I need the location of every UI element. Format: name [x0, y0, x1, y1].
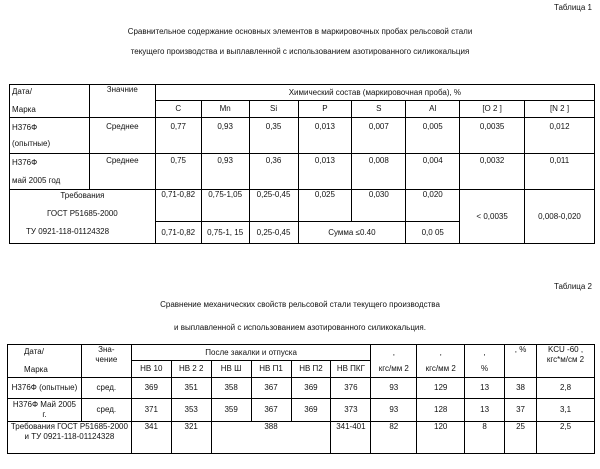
- t1-req-label: Требования ГОСТ Р51685-2000: [10, 190, 156, 222]
- t1-cell: 0,0032: [460, 154, 525, 190]
- t1-cell: 0,93: [201, 154, 249, 190]
- t2-req-c1: 82: [371, 422, 417, 454]
- t1-row1-value: Среднее: [89, 118, 155, 154]
- t2-req-label: Требования ГОСТ Р51685-2000 и ТУ 0921-118-01124328: [8, 422, 132, 454]
- t2-req-hbpkg: 341-401: [331, 422, 371, 454]
- t1-header-date-brand: Дата/ Марка: [10, 85, 90, 118]
- t2-row1-value: сред.: [81, 378, 131, 399]
- t1-req2-c: 0,71-0,82: [155, 222, 201, 244]
- t2-col-hbp1: НВ П1: [251, 361, 291, 378]
- table-row: [8, 399, 595, 422]
- t2-cell: 369: [131, 378, 171, 399]
- t1-req2-al: 0,0 05: [406, 222, 460, 244]
- t2-req-kcu: 2,5: [537, 422, 595, 454]
- t2-cell: 373: [331, 399, 371, 422]
- t1-col-c: C: [155, 101, 201, 118]
- t1-cell: 0,008: [352, 154, 406, 190]
- t2-cell: 129: [417, 378, 465, 399]
- t2-cell: 367: [251, 399, 291, 422]
- table2: [7, 344, 595, 454]
- t2-cell: 37: [505, 399, 537, 422]
- t1-cell: 0,013: [298, 154, 352, 190]
- t2-req-c3: 8: [465, 422, 505, 454]
- t1-col-o2: [O 2 ]: [460, 101, 525, 118]
- t2-cell: 376: [331, 378, 371, 399]
- t2-cell: 353: [171, 399, 211, 422]
- t1-cell: 0,77: [155, 118, 201, 154]
- t2-header-kcu: KCU -60 , кгс*м/см 2: [537, 345, 595, 378]
- t1-col-p: P: [298, 101, 352, 118]
- t1-req-o2: < 0,0035: [460, 190, 525, 244]
- t1-req-label3: ТУ 0921-118-01124328: [10, 222, 156, 244]
- t1-row2-value: Среднее: [89, 154, 155, 190]
- t1-col-si: Si: [249, 101, 298, 118]
- t2-req-hbmid: 388: [211, 422, 331, 454]
- t1-cell: 0,005: [406, 118, 460, 154]
- t2-header-after: После закалки и отпуска: [131, 345, 371, 361]
- t1-col-s: S: [352, 101, 406, 118]
- t2-header-c1: , кгс/мм 2: [371, 345, 417, 378]
- t2-cell: 2,8: [537, 378, 595, 399]
- table1-caption-line2: текущего производства и выплавленной с использованием азотированного силикокальция: [130, 47, 470, 56]
- t2-cell: 93: [371, 399, 417, 422]
- t2-row2-name: Н376Ф Май 2005 г.: [8, 399, 82, 422]
- t2-req-c2: 120: [417, 422, 465, 454]
- t2-header-c2: , кгс/мм 2: [417, 345, 465, 378]
- table1-label: Таблица 1: [553, 3, 592, 12]
- t1-req1-p: 0,025: [298, 190, 352, 222]
- t1-cell: 0,004: [406, 154, 460, 190]
- t2-cell: 367: [251, 378, 291, 399]
- t1-req2-mn: 0,75-1, 15: [201, 222, 249, 244]
- t2-req-hb10: 341: [131, 422, 171, 454]
- t1-req2-ps: Сумма ≤0.40: [298, 222, 406, 244]
- t2-cell: 369: [291, 378, 331, 399]
- t2-header-date-brand: Дата/ Марка: [8, 345, 82, 378]
- t2-cell: 351: [171, 378, 211, 399]
- t1-req2-si: 0,25-0,45: [249, 222, 298, 244]
- table1-caption-line1: Сравнительное содержание основных элементов в маркировочных пробах рельсовой стали: [127, 27, 473, 36]
- t2-cell: 128: [417, 399, 465, 422]
- t2-col-hb10: НВ 10: [131, 361, 171, 378]
- t1-cell: 0,012: [525, 118, 595, 154]
- table2-caption-line2: и выплавленной с использованием азотированного силикокальция.: [174, 323, 426, 332]
- t1-header-chem: Химический состав (маркировочная проба), %: [155, 85, 594, 101]
- table-row: [10, 190, 595, 222]
- t1-col-al: Al: [406, 101, 460, 118]
- t1-req1-al: 0,020: [406, 190, 460, 222]
- t1-cell: 0,0035: [460, 118, 525, 154]
- t1-req-n2: 0,008-0,020: [525, 190, 595, 244]
- t1-row1-name: Н376Ф (опытные): [10, 118, 90, 154]
- t2-cell: 3,1: [537, 399, 595, 422]
- t1-cell: 0,013: [298, 118, 352, 154]
- t2-col-hbsh: НВ Ш: [211, 361, 251, 378]
- t1-col-n2: [N 2 ]: [525, 101, 595, 118]
- t2-cell: 369: [291, 399, 331, 422]
- t1-row2-name: Н376Ф май 2005 год: [10, 154, 90, 190]
- t1-cell: 0,007: [352, 118, 406, 154]
- t1-cell: 0,93: [201, 118, 249, 154]
- t2-header-c4: , %: [505, 345, 537, 378]
- t2-col-hb22: НВ 2 2: [171, 361, 211, 378]
- t1-cell: 0,011: [525, 154, 595, 190]
- table-row: [8, 422, 595, 454]
- t2-cell: 358: [211, 378, 251, 399]
- t2-cell: 38: [505, 378, 537, 399]
- t2-header-value: Зна- чение: [81, 345, 131, 378]
- t1-header-value: Значние: [89, 85, 155, 118]
- table-row: [8, 378, 595, 399]
- table-row: [10, 118, 595, 154]
- t2-row1-name: Н376Ф (опытные): [8, 378, 82, 399]
- t2-row2-value: сред.: [81, 399, 131, 422]
- t2-req-c4: 25: [505, 422, 537, 454]
- t2-req-hb22: 321: [171, 422, 211, 454]
- t2-cell: 371: [131, 399, 171, 422]
- t1-req1-mn: 0,75-1,05: [201, 190, 249, 222]
- t2-cell: 13: [465, 399, 505, 422]
- table2-caption-line1: Сравнение механических свойств рельсовой стали текущего производства: [160, 300, 440, 309]
- t1-col-mn: Mn: [201, 101, 249, 118]
- t1-req1-s: 0,030: [352, 190, 406, 222]
- t2-header-c3: , %: [465, 345, 505, 378]
- t2-cell: 359: [211, 399, 251, 422]
- t1-cell: 0,75: [155, 154, 201, 190]
- table-row: [10, 154, 595, 190]
- t2-cell: 93: [371, 378, 417, 399]
- t1-cell: 0,36: [249, 154, 298, 190]
- table1: [9, 84, 595, 244]
- t2-col-hbpkg: НВ ПКГ: [331, 361, 371, 378]
- t1-cell: 0,35: [249, 118, 298, 154]
- t2-cell: 13: [465, 378, 505, 399]
- t1-req1-c: 0,71-0,82: [155, 190, 201, 222]
- table2-label: Таблица 2: [553, 282, 592, 291]
- t1-req1-si: 0,25-0,45: [249, 190, 298, 222]
- t2-col-hbp2: НВ П2: [291, 361, 331, 378]
